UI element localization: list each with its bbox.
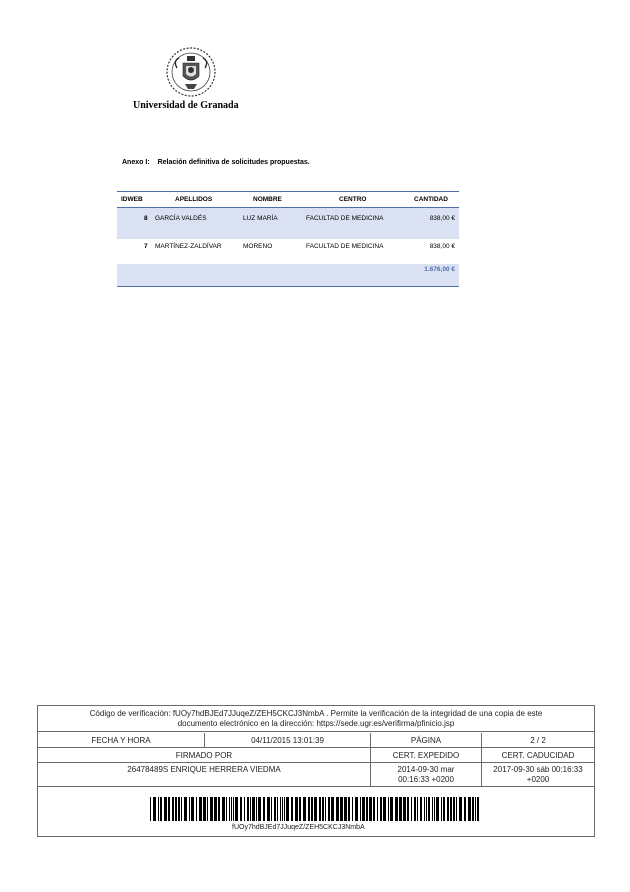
cert-caducidad-tz: +0200 [526, 774, 550, 784]
cell-cantidad: 838,00 € [429, 243, 455, 250]
cell-nombre: LUZ MARÍA [243, 215, 278, 222]
column-header-nombre: NOMBRE [253, 196, 282, 203]
firmado-label: FIRMADO POR [38, 748, 371, 762]
cell-idweb: 8 [144, 215, 148, 222]
cert-caducidad-label: CERT. CADUCIDAD [501, 750, 575, 760]
barcode-text: fUOy7hdBJEd7JJuqeZ/ZEH5CKCJ3NmbA [232, 824, 365, 831]
verification-line-1: Código de verificación: fUOy7hdBJEd7JJuqeZ/ZEH5CKCJ3NmbA . Permite la verificación de la integridad de una copia de este [89, 708, 543, 718]
annex-label: Anexo I: [122, 159, 150, 166]
annex-title: Relación definitiva de solicitudes propuestas. [157, 159, 310, 166]
cert-expedido-label: CERT. EXPEDIDO [371, 748, 482, 762]
table-row [117, 239, 459, 264]
cert-caducidad-date: 2017-09-30 sáb 00:16:33 [493, 764, 583, 774]
cert-caducidad-value [482, 763, 594, 786]
column-header-centro: CENTRO [339, 196, 367, 203]
cert-expedido-date: 2014-09-30 mar [397, 764, 455, 774]
firma-header-row [38, 748, 594, 763]
firmante-name: 26478489S ENRIQUE HERRERA VIEDMA [38, 763, 371, 786]
table-total-row [117, 264, 459, 287]
fecha-label: FECHA Y HORA [38, 733, 205, 747]
cell-idweb: 7 [144, 243, 148, 250]
table-row [117, 207, 459, 240]
cell-centro: FACULTAD DE MEDICINA [306, 215, 384, 222]
verification-line-2: documento electrónico en la dirección: https://sede.ugr.es/verifirma/pfinicio.jsp [177, 718, 455, 728]
cell-apellidos: GARCÍA VALDÉS [155, 215, 207, 222]
table-header [117, 191, 459, 206]
column-header-apellidos: APELLIDOS [175, 196, 213, 203]
fecha-row [38, 733, 594, 748]
cell-apellidos: MARTÍNEZ-ZALDÍVAR [155, 243, 222, 250]
fecha-value: 04/11/2015 13:01:39 [205, 733, 371, 747]
university-crest-icon [165, 46, 217, 98]
column-header-idweb: IDWEB [121, 196, 143, 203]
cell-nombre: MORENO [243, 243, 273, 250]
column-header-cantidad: CANTIDAD [414, 196, 448, 203]
total-amount: 1.676,00 € [424, 266, 455, 273]
annex-heading [122, 159, 310, 166]
firma-value-row [38, 763, 594, 787]
pagina-value: 2 / 2 [530, 735, 546, 745]
barcode-icon [150, 797, 480, 821]
cell-centro: FACULTAD DE MEDICINA [306, 243, 384, 250]
university-name: Universidad de Granada [133, 100, 239, 111]
verification-code-text [38, 706, 594, 732]
cert-expedido-time: 00:16:33 +0200 [398, 774, 454, 784]
cert-expedido-value [371, 763, 482, 786]
pagina-label: PÁGINA [371, 733, 482, 747]
cell-cantidad: 838,00 € [429, 215, 455, 222]
